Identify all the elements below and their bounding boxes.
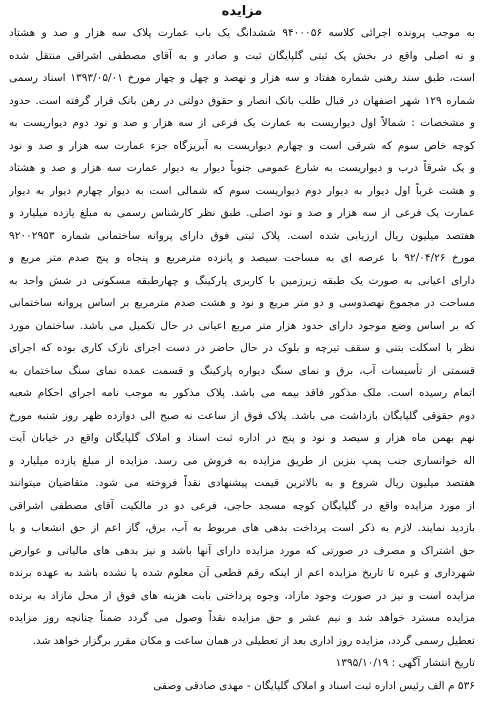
notice-line: است، طبق سند رهنی شماره هفتاد و سه هزار و نهصد و چهل و چهار مورخ ۱۳۹۳/۰۵/۰۱ اسناد رسمی — [9, 72, 475, 84]
notice-line: عمارت یک فرعی از سه هزار و صد و نود اصلی. طبق نظر کارشناس رسمی به مبلغ یازده میلیارد و — [9, 207, 475, 219]
notice-line: و هشت غرباً اول دیوار به دیوار دوم دیواریست سوم که شمالی است به دیوار چهارم دیوار به دیوار — [9, 184, 475, 197]
publish-date: ۱۳۹۵/۱۰/۱۹ — [335, 657, 389, 669]
publish-date-line — [9, 652, 475, 675]
notice-line: شهرداری و غیره تا تاریخ مزایده اعم از اینکه رقم قطعی آن معلوم شده یا نشده باشد به عهده برنده — [9, 567, 475, 579]
signature-line: ۵۳۶ م الف رئیس اداره ثبت اسناد و املاک گلپایگان - مهدی صادقی وصفی — [153, 679, 475, 692]
notice-line: بازدید نمایند. لازم به ذکر است پرداخت بدهی های مربوط به آب، برق، گاز اعم از حق انشعاب و یا — [9, 522, 475, 534]
notice-line: به موجب پرونده اجرائی کلاسه ۹۴۰۰۰۵۶ ششدانگ یک باب عمارت پلاک سه هزار و صد و هشتاد — [9, 27, 475, 39]
notice-page — [9, 4, 475, 719]
notice-line: از مورد مزایده واقع در گلپایگان کوچه مسجد حاجی، فرعی دو در مالکیت آقای مصطفی اشراقی — [9, 499, 475, 512]
notice-line: هفتصد میلیون ریال ارزیابی شده است. پلاک ثبتی فوق دارای پروانه ساختمانی شماره ۹۲۰۰۲۹۵۳ — [9, 229, 475, 242]
publish-date-label: تاریخ انتشار آگهی : — [391, 657, 475, 669]
notice-line: و مشخصات : شمالاً اول دیواریست به عمارت یک فرعی از سه هزار و صد و نود دوم دیواریست به — [9, 117, 475, 129]
notice-line: مساحت در مجموع نهصدوسی و دو متر مربع و نود و هشت صدم مترمربع بر اساس پروانه ساختمانی — [9, 297, 475, 309]
notice-line: که بر اساس وضع موجود دارای حدود هزار متر مربع اعیانی در حال تکمیل می باشد. ساختمان مورد — [9, 319, 475, 332]
notice-line: تعطیل رسمی گردد، مزایده روز اداری بعد از تعطیلی در همان ساعت و مکان مقرر برگزار خواهد شد. — [32, 634, 475, 647]
notice-line: هفتصد میلیون ریال شروع و به بالاترین قیمت پیشنهادی نقداً فروخته می شود. متقاضیان میتوانند — [9, 477, 475, 489]
notice-line: مورخ ۹۲/۰۴/۲۶ با عرصه ای به مساحت سیصد و پانزده مترمربع و پنجاه و پنج صدم متر مربع و — [9, 252, 475, 264]
notice-line: نهم بهمن ماه هزار و سیصد و نود و پنج در اداره ثبت اسناد و املاک گلپایگان واقع در خیابان آیت — [9, 432, 475, 444]
notice-line: دوم حقوقی گلپایگان بازداشت می باشد. پلاک فوق از ساعت نه صبح الی دوازده ظهر روز شنبه مورخ — [9, 409, 475, 422]
notice-line: دارای اعیانی به صورت یک طبقه زیرزمین با کاربری پارکینگ و چهارطبقه مسکونی در شش واحد به — [9, 274, 475, 287]
notice-line: شماره ۱۲۹ شهر اصفهان در قبال طلب بانک انصار و حقوق دولتی در رهن بانک قرار گرفته است. حدود — [9, 94, 475, 107]
notice-line: مزایده مسترد خواهد شد و نیم عشر و حق مزایده نقداً وصول می گردد ضمناً چنانچه روز مزایده — [9, 612, 475, 624]
notice-line: کوچه خاص سوم که شرقی است و چهارم دیواریست به آبریزگاه جزء عمارت سه هزار و صد و نود — [9, 139, 475, 152]
notice-line: اله خوانساری جنب پمپ بنزین از طریق مزایده به فروش می رسد. مزایده از مبلغ یازده میلیارد و — [9, 454, 475, 467]
notice-line: نظر با اسکلت بتنی و سقف تیرچه و بلوک در حال حاضر در دست اجرای نازک کاری بوده که اجرای — [9, 342, 475, 354]
notice-line: مزایده است و نیز در صورت وجود مازاد، وجوه پرداختی بابت هزینه های فوق از محل مازاد به برنده — [9, 589, 475, 602]
notice-title: مزایده — [221, 4, 263, 19]
notice-line: و نه اصلی واقع در بخش یک ثبتی گلپایگان ثبت و صادر و به آقای مصطفی اشراقی منتقل شده — [9, 49, 475, 62]
notice-body — [9, 22, 475, 652]
notice-line: اتمام رسیده است. ملک مذکور فاقد بیمه می باشد. پلاک مذکور به موجب نامه اجرای احکام شعبه — [9, 387, 475, 399]
notice-line: قسمتی از تأسیسات آب، برق و نمای سنگ دیواره پارکینگ و قسمت عمده نمای سنگ ساختمان به — [9, 364, 475, 377]
notice-line: حق اشتراک و مصرف در صورتی که مورد مزایده دارای آنها باشد و نیز بدهی های مالیاتی و عوارض — [9, 544, 475, 557]
notice-line: و یک شرقاً درب و دیواریست به شارع عمومی جنوباً دیوار به دیوار عمارت سه هزار و صد و هشتاد — [9, 162, 475, 174]
